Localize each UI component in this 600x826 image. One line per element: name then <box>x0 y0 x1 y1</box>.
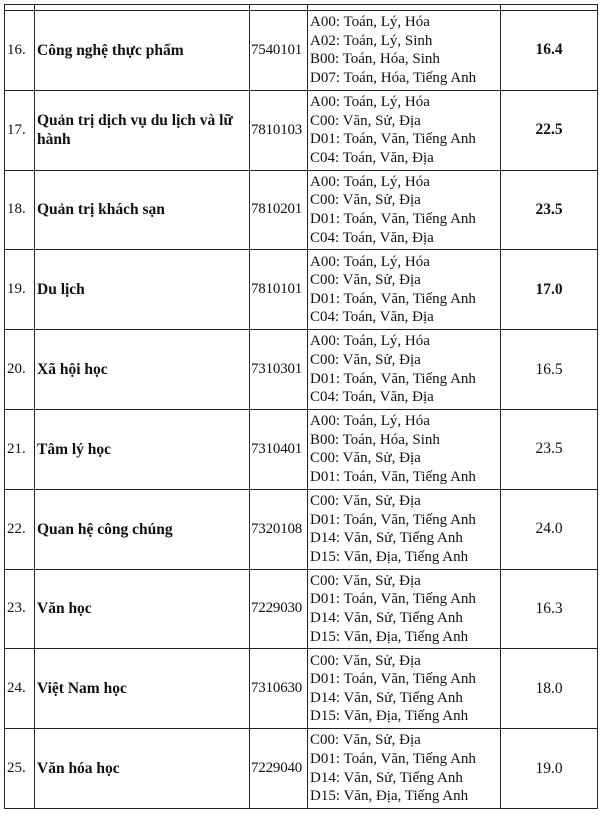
major-name: Văn hóa học <box>35 729 250 809</box>
subject-combinations <box>308 250 501 330</box>
combination-line: D15: Văn, Địa, Tiếng Anh <box>310 708 469 725</box>
combination-line: C00: Văn, Sử, Địa <box>310 652 421 669</box>
combination-line: A00: Toán, Lý, Hóa <box>310 14 430 31</box>
combination-line: D01: Toán, Văn, Tiếng Anh <box>310 511 476 528</box>
row-number: 23. <box>5 569 35 649</box>
combination-line: D01: Toán, Văn, Tiếng Anh <box>310 210 476 227</box>
combination-line: D15: Văn, Địa, Tiếng Anh <box>310 548 469 565</box>
major-name: Việt Nam học <box>35 649 250 729</box>
table-row <box>5 409 598 489</box>
combination-line: D01: Toán, Văn, Tiếng Anh <box>310 591 476 608</box>
table-row <box>5 90 598 170</box>
combination-line: C04: Toán, Văn, Địa <box>310 149 434 166</box>
benchmark-score: 19.0 <box>501 729 598 809</box>
combination-line: C00: Văn, Sử, Địa <box>310 272 421 289</box>
subject-combinations <box>308 649 501 729</box>
benchmark-score: 16.5 <box>501 330 598 410</box>
row-number: 21. <box>5 409 35 489</box>
major-code: 7310301 <box>250 330 308 410</box>
subject-combinations <box>308 569 501 649</box>
combination-line: D01: Toán, Văn, Tiếng Anh <box>310 671 476 688</box>
benchmark-score: 23.5 <box>501 170 598 250</box>
row-number: 22. <box>5 489 35 569</box>
table-row <box>5 170 598 250</box>
combination-line: C04: Toán, Văn, Địa <box>310 389 434 406</box>
major-name: Quản trị dịch vụ du lịch và lữ hành <box>35 90 250 170</box>
table-row <box>5 250 598 330</box>
combination-line: A00: Toán, Lý, Hóa <box>310 173 430 190</box>
row-number: 25. <box>5 729 35 809</box>
combination-line: C00: Văn, Sử, Địa <box>310 112 421 129</box>
major-name: Xã hội học <box>35 330 250 410</box>
subject-combinations <box>308 170 501 250</box>
table-row <box>5 330 598 410</box>
benchmark-score: 24.0 <box>501 489 598 569</box>
combination-line: D01: Toán, Văn, Tiếng Anh <box>310 750 476 767</box>
benchmark-score: 18.0 <box>501 649 598 729</box>
subject-combinations <box>308 330 501 410</box>
combination-line: D15: Văn, Địa, Tiếng Anh <box>310 628 469 645</box>
combination-line: D01: Toán, Văn, Tiếng Anh <box>310 468 476 485</box>
subject-combinations <box>308 11 501 91</box>
subject-combinations <box>308 90 501 170</box>
major-code: 7310401 <box>250 409 308 489</box>
row-number: 16. <box>5 11 35 91</box>
combination-line: A00: Toán, Lý, Hóa <box>310 333 430 350</box>
table-row <box>5 649 598 729</box>
major-name: Văn học <box>35 569 250 649</box>
major-code: 7810103 <box>250 90 308 170</box>
combination-line: A00: Toán, Lý, Hóa <box>310 413 430 430</box>
major-code: 7540101 <box>250 11 308 91</box>
subject-combinations <box>308 409 501 489</box>
table-row <box>5 489 598 569</box>
major-code: 7810101 <box>250 250 308 330</box>
combination-line: D14: Văn, Sử, Tiếng Anh <box>310 689 463 706</box>
row-number: 24. <box>5 649 35 729</box>
table-row <box>5 729 598 809</box>
combination-line: D14: Văn, Sử, Tiếng Anh <box>310 609 463 626</box>
row-number: 19. <box>5 250 35 330</box>
combination-line: D01: Toán, Văn, Tiếng Anh <box>310 131 476 148</box>
combination-line: A00: Toán, Lý, Hóa <box>310 253 430 270</box>
row-number: 18. <box>5 170 35 250</box>
combination-line: B00: Toán, Hóa, Sinh <box>310 431 440 448</box>
benchmark-score: 23.5 <box>501 409 598 489</box>
combination-line: D01: Toán, Văn, Tiếng Anh <box>310 290 476 307</box>
major-name: Tâm lý học <box>35 409 250 489</box>
major-code: 7310630 <box>250 649 308 729</box>
combination-line: C00: Văn, Sử, Địa <box>310 492 421 509</box>
major-name: Du lịch <box>35 250 250 330</box>
combination-line: C00: Văn, Sử, Địa <box>310 192 421 209</box>
major-code: 7320108 <box>250 489 308 569</box>
major-name: Quản trị khách sạn <box>35 170 250 250</box>
combination-line: A00: Toán, Lý, Hóa <box>310 94 430 110</box>
combination-line: D07: Toán, Hóa, Tiếng Anh <box>310 69 477 86</box>
combination-line: D15: Văn, Địa, Tiếng Anh <box>310 788 469 805</box>
row-number: 20. <box>5 330 35 410</box>
major-code: 7810201 <box>250 170 308 250</box>
combination-line: C00: Văn, Sử, Địa <box>310 351 421 368</box>
major-name: Quan hệ công chúng <box>35 489 250 569</box>
row-number: 17. <box>5 90 35 170</box>
combination-line: C00: Văn, Sử, Địa <box>310 732 421 749</box>
combination-line: A02: Toán, Lý, Sinh <box>310 32 433 49</box>
combination-line: D14: Văn, Sử, Tiếng Anh <box>310 530 463 547</box>
major-code: 7229030 <box>250 569 308 649</box>
benchmark-score: 22.5 <box>501 90 598 170</box>
combination-line: C04: Toán, Văn, Địa <box>310 229 434 246</box>
major-name: Công nghệ thực phẩm <box>35 11 250 91</box>
table-body <box>5 5 598 809</box>
benchmark-score: 17.0 <box>501 250 598 330</box>
admission-score-table <box>4 4 598 809</box>
table-row <box>5 11 598 91</box>
combination-line: B00: Toán, Hóa, Sinh <box>310 51 440 68</box>
table-row <box>5 569 598 649</box>
combination-line: C00: Văn, Sử, Địa <box>310 450 421 467</box>
combination-line: D14: Văn, Sử, Tiếng Anh <box>310 769 463 786</box>
combination-line: D01: Toán, Văn, Tiếng Anh <box>310 370 476 387</box>
combination-line: C00: Văn, Sử, Địa <box>310 572 421 589</box>
major-code: 7229040 <box>250 729 308 809</box>
benchmark-score: 16.4 <box>501 11 598 91</box>
subject-combinations <box>308 489 501 569</box>
benchmark-score: 16.3 <box>501 569 598 649</box>
subject-combinations <box>308 729 501 809</box>
combination-line: C04: Toán, Văn, Địa <box>310 309 434 326</box>
